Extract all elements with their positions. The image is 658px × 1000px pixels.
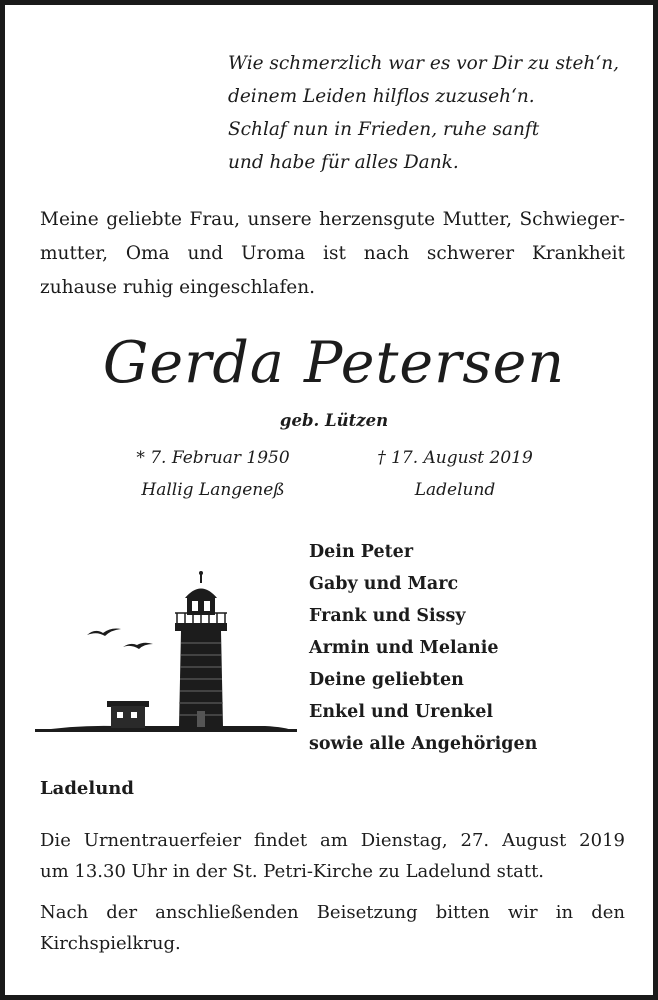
mourner-line: Deine geliebten bbox=[309, 670, 464, 690]
maiden-name: geb. Lützen bbox=[279, 411, 389, 430]
mourner-line: Gaby und Marc bbox=[309, 574, 459, 594]
poem bbox=[228, 47, 648, 179]
poem-line: Schlaf nun in Frieden, ruhe sanft bbox=[228, 119, 540, 140]
ceremony-line: um 13.30 Uhr in der St. Petri-Kirche zu Ladelund statt. bbox=[40, 861, 545, 882]
death-place: Ladelund bbox=[414, 480, 496, 500]
mourner-line: Enkel und Urenkel bbox=[309, 702, 494, 722]
lighthouse-illustration bbox=[35, 565, 297, 737]
obituary-notice bbox=[5, 5, 653, 995]
mourner-line: Frank und Sissy bbox=[309, 606, 466, 626]
burial-text bbox=[40, 897, 625, 959]
mourners-list bbox=[309, 536, 537, 760]
poem-line: und habe für alles Dank. bbox=[228, 152, 459, 173]
intro-line: Meine geliebte Frau, unsere herzensgute Mutter, Schwieger- bbox=[40, 209, 625, 230]
birth-info bbox=[93, 442, 333, 506]
ceremony-line: Die Urnentrauerfeier findet am Dienstag, 27. August 2019 bbox=[40, 830, 625, 851]
poem-line: deinem Leiden hilflos zuzuseh‘n. bbox=[228, 86, 535, 107]
ceremony-text bbox=[40, 825, 625, 887]
intro-line: zuhause ruhig eingeschlafen. bbox=[40, 277, 316, 298]
place-heading: Ladelund bbox=[40, 778, 134, 799]
seagull-icon bbox=[123, 643, 153, 649]
mourner-line: Dein Peter bbox=[309, 542, 414, 562]
poem-line: Wie schmerzlich war es vor Dir zu steh‘n, bbox=[228, 53, 619, 74]
intro-text bbox=[40, 203, 625, 305]
mourner-line: sowie alle Angehörigen bbox=[309, 734, 538, 754]
birth-place: Hallig Langeneß bbox=[141, 480, 285, 500]
burial-line: Kirchspielkrug. bbox=[40, 933, 181, 954]
birth-date: * 7. Februar 1950 bbox=[136, 448, 290, 468]
intro-line: mutter, Oma und Uroma ist nach schwerer Krankheit bbox=[40, 243, 625, 264]
mourner-line: Armin und Melanie bbox=[309, 638, 499, 658]
death-date: † 17. August 2019 bbox=[377, 448, 533, 468]
seagull-icon bbox=[87, 629, 121, 637]
burial-line: Nach der anschließenden Beisetzung bitten wir in den bbox=[40, 902, 625, 923]
deceased-name: Gerda Petersen bbox=[102, 330, 566, 396]
death-info bbox=[335, 442, 575, 506]
